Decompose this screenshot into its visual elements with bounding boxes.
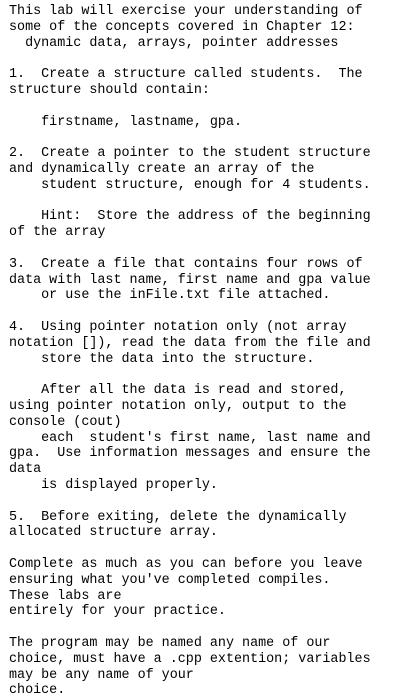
document-line: These labs are (9, 588, 122, 604)
document-line: some of the concepts covered in Chapter 12: (9, 19, 355, 35)
document-line: store the data into the structure. (9, 351, 315, 367)
document-line: allocated structure array. (9, 525, 218, 541)
document-line: notation []), read the data from the file and (9, 335, 371, 351)
document-line: 4. Using pointer notation only (not array (9, 320, 347, 335)
document-line: Complete as much as you can before you leave (9, 557, 363, 572)
document-line: entirely for your practice. (9, 604, 226, 620)
document-line: dynamic data, arrays, pointer addresses (9, 35, 339, 51)
document-line: 1. Create a structure called students. The (9, 67, 363, 83)
document-line: student structure, enough for 4 students. (9, 177, 371, 193)
document-line: choice, must have a .cpp extention; variables (9, 651, 371, 667)
document-line: 2. Create a pointer to the student structure (9, 146, 371, 162)
document-line: Hint: Store the address of the beginning (9, 209, 371, 225)
document-line: may be any name of your (9, 667, 194, 683)
document-line: data (9, 462, 42, 478)
document-line: The program may be named any name of our (9, 636, 331, 651)
document-line: This lab will exercise your understanding of (9, 4, 363, 19)
document-line: 5. Before exiting, delete the dynamically (9, 509, 347, 525)
document-line: structure should contain: (9, 83, 210, 98)
document-line: After all the data is read and stored, (9, 383, 347, 399)
document-line: 3. Create a file that contains four rows of (9, 256, 363, 272)
document-line: using pointer notation only, output to the (9, 399, 347, 414)
document-line: gpa. Use information messages and ensure the (9, 446, 371, 462)
document-line: data with last name, first name and gpa value (9, 272, 371, 288)
document-line: ensuring what you've completed compiles. (9, 572, 331, 588)
document-line: choice. (9, 683, 66, 699)
document-line: or use the inFile.txt file attached. (9, 288, 331, 304)
document-line: console (cout) (9, 414, 122, 430)
document-line: firstname, lastname, gpa. (9, 114, 243, 130)
document-line: is displayed properly. (9, 478, 218, 493)
document-line: each student's first name, last name and (9, 430, 371, 446)
document-line: of the array (9, 225, 106, 241)
document-line: and dynamically create an array of the (9, 162, 315, 177)
